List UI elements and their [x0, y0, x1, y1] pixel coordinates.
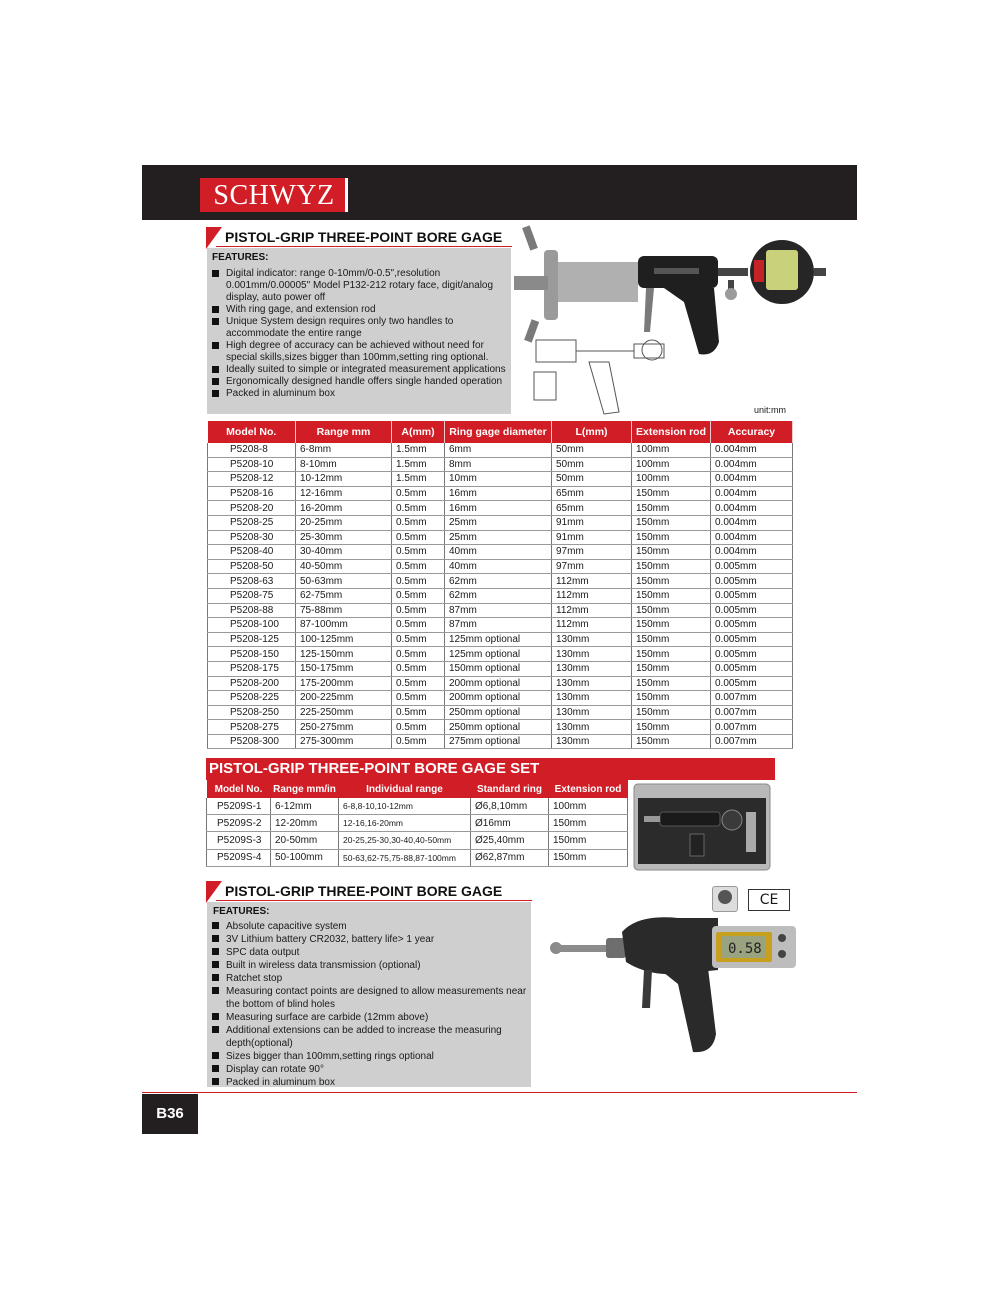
table-cell: 20-25mm: [296, 515, 392, 530]
table-cell: 50mm: [552, 472, 632, 487]
bullet-icon: [212, 987, 219, 994]
table-cell: 0.5mm: [392, 691, 445, 706]
table-cell: 150mm: [632, 486, 711, 501]
table-cell: 125mm optional: [445, 632, 552, 647]
table-cell: Ø25,40mm: [471, 832, 549, 849]
table-cell: 8mm: [445, 457, 552, 472]
col-range: Range mm: [296, 421, 392, 443]
footer-rule: [142, 1092, 857, 1093]
table-row: [208, 603, 793, 618]
table-cell: 275mm optional: [445, 734, 552, 749]
table-cell: 50mm: [552, 457, 632, 472]
table-row: [208, 720, 793, 735]
bullet-icon: [212, 306, 219, 313]
table-cell: 16-20mm: [296, 501, 392, 516]
table-cell: 50-63,62-75,75-88,87-100mm: [339, 849, 471, 866]
table-cell: P5208-275: [208, 720, 296, 735]
table-cell: 16mm: [445, 486, 552, 501]
bullet-icon: [212, 974, 219, 981]
section3-features-title: FEATURES:: [213, 906, 270, 917]
table-cell: 20-25,25-30,30-40,40-50mm: [339, 832, 471, 849]
col-range: Range mm/in: [271, 780, 339, 798]
gage-trigger: [644, 288, 654, 332]
table-header-row: [208, 421, 793, 443]
feature-item: Ratchet stop: [209, 972, 527, 985]
table-cell: 40mm: [445, 559, 552, 574]
bullet-icon: [212, 342, 219, 349]
table-cell: 0.005mm: [711, 661, 793, 676]
table-cell: 150mm: [632, 603, 711, 618]
table-row: [207, 832, 628, 849]
table-row: [208, 618, 793, 633]
table-cell: 130mm: [552, 661, 632, 676]
table-cell: 50mm: [552, 443, 632, 457]
table-header-row: [207, 780, 628, 798]
table-cell: 0.5mm: [392, 574, 445, 589]
table-cell: 130mm: [552, 734, 632, 749]
feature-item: Additional extensions can be added to increase the measuring depth(optional): [209, 1024, 527, 1050]
gage-contact-top: [522, 225, 538, 250]
table-cell: 0.5mm: [392, 676, 445, 691]
section2-title: PISTOL-GRIP THREE-POINT BORE GAGE SET: [206, 758, 775, 780]
display-button: [778, 934, 786, 942]
bullet-icon: [212, 318, 219, 325]
table-cell: P5208-12: [208, 472, 296, 487]
table-cell: 150mm: [632, 530, 711, 545]
gage-trigger: [642, 970, 652, 1008]
col-model: Model No.: [207, 780, 271, 798]
probe-collar: [606, 938, 626, 958]
table-cell: 10-12mm: [296, 472, 392, 487]
col-individual-range: Individual range: [339, 780, 471, 798]
technical-drawing: [534, 340, 664, 414]
table-cell: 0.5mm: [392, 545, 445, 560]
feature-item: Display can rotate 90°: [209, 1063, 527, 1076]
feature-item: Sizes bigger than 100mm,setting rings optional: [209, 1050, 527, 1063]
table-cell: 0.5mm: [392, 734, 445, 749]
table-cell: 100-125mm: [296, 632, 392, 647]
table-cell: P5209S-1: [207, 798, 271, 815]
table-row: [208, 676, 793, 691]
table-cell: 100mm: [632, 472, 711, 487]
table-row: [208, 443, 793, 457]
table-cell: 150mm: [632, 574, 711, 589]
table-row: [207, 798, 628, 815]
table-cell: 97mm: [552, 545, 632, 560]
table-cell: 0.004mm: [711, 545, 793, 560]
table-cell: 97mm: [552, 559, 632, 574]
table-cell: 62mm: [445, 574, 552, 589]
table-cell: 150-175mm: [296, 661, 392, 676]
section1-underline: [216, 246, 512, 247]
table-cell: 100mm: [549, 798, 628, 815]
table-cell: 150mm: [632, 734, 711, 749]
section3-features-list: [209, 920, 527, 1089]
case-grip: [690, 834, 704, 856]
table-cell: 0.5mm: [392, 559, 445, 574]
battery-cell-icon: [718, 890, 732, 904]
table-cell: P5208-75: [208, 588, 296, 603]
indicator-knob: [725, 288, 737, 300]
bullet-icon: [212, 270, 219, 277]
feature-item: High degree of accuracy can be achieved without need for special skills,sizes bigger than 100mm,setting ring optional.: [209, 340, 509, 364]
table-cell: 150mm: [632, 588, 711, 603]
table-cell: 150mm: [632, 661, 711, 676]
table-row: [208, 472, 793, 487]
bore-gage-set-case-image: [630, 782, 774, 872]
table-cell: 0.005mm: [711, 603, 793, 618]
table-cell: 6mm: [445, 443, 552, 457]
bullet-icon: [212, 1013, 219, 1020]
table-cell: 6-12mm: [271, 798, 339, 815]
table-cell: Ø6,8,10mm: [471, 798, 549, 815]
table-cell: 150mm optional: [445, 661, 552, 676]
unit-label: unit:mm: [754, 405, 787, 415]
table-cell: 25mm: [445, 530, 552, 545]
bore-gage-dial-image: [514, 222, 829, 417]
bullet-icon: [212, 366, 219, 373]
table-cell: 0.007mm: [711, 734, 793, 749]
gage-grip: [664, 288, 719, 355]
table-row: [208, 574, 793, 589]
table-cell: 0.007mm: [711, 691, 793, 706]
table-cell: 275-300mm: [296, 734, 392, 749]
table-cell: P5208-30: [208, 530, 296, 545]
table-cell: 150mm: [632, 515, 711, 530]
case-extension: [746, 812, 756, 852]
page-number: B36: [142, 1094, 198, 1134]
table-cell: P5209S-4: [207, 849, 271, 866]
table-cell: 225-250mm: [296, 705, 392, 720]
table-cell: P5208-200: [208, 676, 296, 691]
table-cell: 0.5mm: [392, 530, 445, 545]
table-cell: 112mm: [552, 603, 632, 618]
table-cell: 0.5mm: [392, 618, 445, 633]
section3-title: PISTOL-GRIP THREE-POINT BORE GAGE: [225, 883, 503, 899]
table-cell: 25mm: [445, 515, 552, 530]
table-cell: P5208-250: [208, 705, 296, 720]
table-cell: 150mm: [632, 647, 711, 662]
table-cell: 40mm: [445, 545, 552, 560]
table-cell: 125-150mm: [296, 647, 392, 662]
table-cell: 0.5mm: [392, 515, 445, 530]
feature-item: Digital indicator: range 0-10mm/0-0.5",resolution 0.001mm/0.00005" Model P132-212 rotary face, digit/analog display, auto power off: [209, 268, 509, 304]
table-cell: 0.5mm: [392, 661, 445, 676]
col-l: L(mm): [552, 421, 632, 443]
table-cell: 150mm: [632, 720, 711, 735]
feature-item: Unique System design requires only two handles to accommodate the entire range: [209, 316, 509, 340]
table-row: [207, 815, 628, 832]
brand-logo: SCHWYZ: [200, 178, 348, 212]
table-cell: 250mm optional: [445, 720, 552, 735]
table-cell: P5208-20: [208, 501, 296, 516]
table-cell: P5208-63: [208, 574, 296, 589]
table-cell: 125mm optional: [445, 647, 552, 662]
table-cell: 1.5mm: [392, 472, 445, 487]
col-extension-rod: Extension rod: [632, 421, 711, 443]
gage-label-plate: [654, 268, 699, 274]
gage-contact-left: [514, 276, 548, 290]
indicator-display: [766, 250, 798, 290]
table-cell: 91mm: [552, 530, 632, 545]
col-model: Model No.: [208, 421, 296, 443]
table-cell: P5208-175: [208, 661, 296, 676]
table-cell: 0.004mm: [711, 501, 793, 516]
section3-underline: [216, 900, 532, 901]
table-cell: P5208-40: [208, 545, 296, 560]
case-head: [644, 816, 660, 822]
gage-housing: [622, 917, 718, 974]
table-cell: P5208-88: [208, 603, 296, 618]
gage-handle: [658, 968, 716, 1052]
table-cell: 0.005mm: [711, 588, 793, 603]
table-row: [208, 545, 793, 560]
table-cell: P5208-150: [208, 647, 296, 662]
table-cell: 0.5mm: [392, 603, 445, 618]
feature-item: Ideally suited to simple or integrated measurement applications: [209, 364, 509, 376]
table-cell: P5208-10: [208, 457, 296, 472]
case-indicator: [722, 810, 742, 830]
table-cell: 100mm: [632, 457, 711, 472]
table-cell: 6-8mm: [296, 443, 392, 457]
feature-item: SPC data output: [209, 946, 527, 959]
table-cell: 0.005mm: [711, 676, 793, 691]
table-cell: 10mm: [445, 472, 552, 487]
feature-item: Packed in aluminum box: [209, 388, 509, 400]
table-cell: 0.007mm: [711, 705, 793, 720]
table-cell: 0.5mm: [392, 720, 445, 735]
indicator-back-stem: [814, 268, 826, 276]
bullet-icon: [212, 1078, 219, 1085]
feature-item: Built in wireless data transmission (optional): [209, 959, 527, 972]
brand-divider: [345, 178, 348, 212]
table-cell: 150mm: [632, 705, 711, 720]
table-cell: P5208-125: [208, 632, 296, 647]
digital-bore-gage-image: [548, 914, 798, 1056]
table-row: [208, 647, 793, 662]
table-cell: 50-100mm: [271, 849, 339, 866]
table-cell: 150mm: [632, 545, 711, 560]
table-cell: 0.5mm: [392, 632, 445, 647]
bullet-icon: [212, 948, 219, 955]
table-cell: 150mm: [549, 849, 628, 866]
bullet-icon: [212, 1052, 219, 1059]
table-row: [208, 515, 793, 530]
col-a: A(mm): [392, 421, 445, 443]
bullet-icon: [212, 1026, 219, 1033]
table-cell: P5208-25: [208, 515, 296, 530]
section1-table-body: [208, 443, 793, 749]
table-cell: 200mm optional: [445, 676, 552, 691]
table-cell: 250mm optional: [445, 705, 552, 720]
table-cell: P5208-100: [208, 618, 296, 633]
table-cell: P5208-8: [208, 443, 296, 457]
table-row: [208, 486, 793, 501]
table-cell: 112mm: [552, 618, 632, 633]
probe-rod: [556, 945, 610, 952]
table-cell: 62mm: [445, 588, 552, 603]
feature-item: Measuring surface are carbide (12mm above): [209, 1011, 527, 1024]
table-cell: 250-275mm: [296, 720, 392, 735]
bullet-icon: [212, 390, 219, 397]
feature-item: Ergonomically designed handle offers single handed operation: [209, 376, 509, 388]
table-cell: 65mm: [552, 486, 632, 501]
lcd-reading: 0.58: [728, 941, 762, 957]
table-cell: 1.5mm: [392, 443, 445, 457]
table-cell: Ø16mm: [471, 815, 549, 832]
table-cell: 65mm: [552, 501, 632, 516]
feature-item: Packed in aluminum box: [209, 1076, 527, 1089]
table-cell: 25-30mm: [296, 530, 392, 545]
section1-features-list: [209, 268, 509, 400]
table-cell: 0.004mm: [711, 443, 793, 457]
col-standard-ring: Standard ring: [471, 780, 549, 798]
ce-mark-icon: CE: [748, 889, 790, 911]
table-cell: 0.005mm: [711, 647, 793, 662]
table-cell: 0.004mm: [711, 486, 793, 501]
table-row: [208, 705, 793, 720]
table-row: [208, 632, 793, 647]
table-cell: 200-225mm: [296, 691, 392, 706]
table-cell: 150mm: [632, 559, 711, 574]
section2-set-table: [206, 780, 628, 867]
table-cell: 0.5mm: [392, 705, 445, 720]
table-row: [208, 734, 793, 749]
gage-barrel: [558, 262, 638, 302]
table-cell: 200mm optional: [445, 691, 552, 706]
table-cell: 130mm: [552, 632, 632, 647]
table-cell: P5209S-3: [207, 832, 271, 849]
table-cell: 150mm: [632, 676, 711, 691]
table-cell: 150mm: [632, 501, 711, 516]
table-cell: 0.5mm: [392, 486, 445, 501]
table-cell: 130mm: [552, 720, 632, 735]
bullet-icon: [212, 378, 219, 385]
section1-features-box: [207, 248, 511, 414]
table-cell: 1.5mm: [392, 457, 445, 472]
table-cell: 16mm: [445, 501, 552, 516]
section1-features-title: FEATURES:: [212, 252, 269, 263]
table-cell: 6-8,8-10,10-12mm: [339, 798, 471, 815]
feature-item: With ring gage, and extension rod: [209, 304, 509, 316]
feature-item: Absolute capacitive system: [209, 920, 527, 933]
table-cell: 0.5mm: [392, 647, 445, 662]
table-cell: 12-16mm: [296, 486, 392, 501]
table-cell: 0.005mm: [711, 574, 793, 589]
table-cell: 87mm: [445, 618, 552, 633]
table-cell: P5209S-2: [207, 815, 271, 832]
table-cell: 0.004mm: [711, 530, 793, 545]
table-cell: 130mm: [552, 691, 632, 706]
table-cell: 0.004mm: [711, 472, 793, 487]
col-ring-gage: Ring gage diameter: [445, 421, 552, 443]
table-cell: 30-40mm: [296, 545, 392, 560]
table-cell: 150mm: [549, 832, 628, 849]
table-cell: P5208-16: [208, 486, 296, 501]
gage-contact-bottom: [524, 319, 539, 342]
table-cell: 175-200mm: [296, 676, 392, 691]
table-row: [208, 588, 793, 603]
table-row: [208, 691, 793, 706]
bullet-icon: [212, 961, 219, 968]
section2-table-body: [207, 798, 628, 866]
col-extension-rod: Extension rod: [549, 780, 628, 798]
table-cell: 12-16,16-20mm: [339, 815, 471, 832]
table-cell: 0.004mm: [711, 515, 793, 530]
table-row: [208, 501, 793, 516]
table-row: [208, 530, 793, 545]
feature-item: Measuring contact points are designed to allow measurements near the bottom of blind holes: [209, 985, 527, 1011]
table-row: [207, 849, 628, 866]
table-cell: 130mm: [552, 705, 632, 720]
section1-title: PISTOL-GRIP THREE-POINT BORE GAGE: [225, 229, 503, 245]
table-cell: 150mm: [632, 618, 711, 633]
table-cell: 75-88mm: [296, 603, 392, 618]
table-cell: 112mm: [552, 588, 632, 603]
indicator-buttons: [754, 260, 764, 282]
bullet-icon: [212, 935, 219, 942]
table-cell: 0.004mm: [711, 457, 793, 472]
table-cell: 87mm: [445, 603, 552, 618]
table-cell: 40-50mm: [296, 559, 392, 574]
indicator-stem: [718, 268, 748, 276]
table-cell: P5208-225: [208, 691, 296, 706]
table-row: [208, 661, 793, 676]
table-cell: 150mm: [632, 691, 711, 706]
table-cell: 0.005mm: [711, 632, 793, 647]
table-cell: 50-63mm: [296, 574, 392, 589]
battery-icon: [712, 886, 738, 912]
section1-spec-table: [207, 421, 793, 749]
table-cell: 8-10mm: [296, 457, 392, 472]
table-cell: 150mm: [549, 815, 628, 832]
table-row: [208, 559, 793, 574]
table-cell: 0.007mm: [711, 720, 793, 735]
table-cell: 100mm: [632, 443, 711, 457]
table-cell: 12-20mm: [271, 815, 339, 832]
case-gage-body: [660, 812, 720, 826]
bullet-icon: [212, 922, 219, 929]
table-cell: 150mm: [632, 632, 711, 647]
table-cell: 62-75mm: [296, 588, 392, 603]
col-accuracy: Accuracy: [711, 421, 793, 443]
table-row: [208, 457, 793, 472]
table-cell: 87-100mm: [296, 618, 392, 633]
table-cell: P5208-300: [208, 734, 296, 749]
table-cell: 0.5mm: [392, 588, 445, 603]
table-cell: Ø62,87mm: [471, 849, 549, 866]
feature-item: 3V Lithium battery CR2032, battery life> 1 year: [209, 933, 527, 946]
table-cell: 0.005mm: [711, 618, 793, 633]
display-button: [778, 950, 786, 958]
table-cell: 130mm: [552, 647, 632, 662]
table-cell: 0.5mm: [392, 501, 445, 516]
table-cell: 0.005mm: [711, 559, 793, 574]
table-cell: 112mm: [552, 574, 632, 589]
table-cell: P5208-50: [208, 559, 296, 574]
bullet-icon: [212, 1065, 219, 1072]
table-cell: 91mm: [552, 515, 632, 530]
table-cell: 130mm: [552, 676, 632, 691]
section3-features-box: [207, 902, 531, 1087]
table-cell: 20-50mm: [271, 832, 339, 849]
